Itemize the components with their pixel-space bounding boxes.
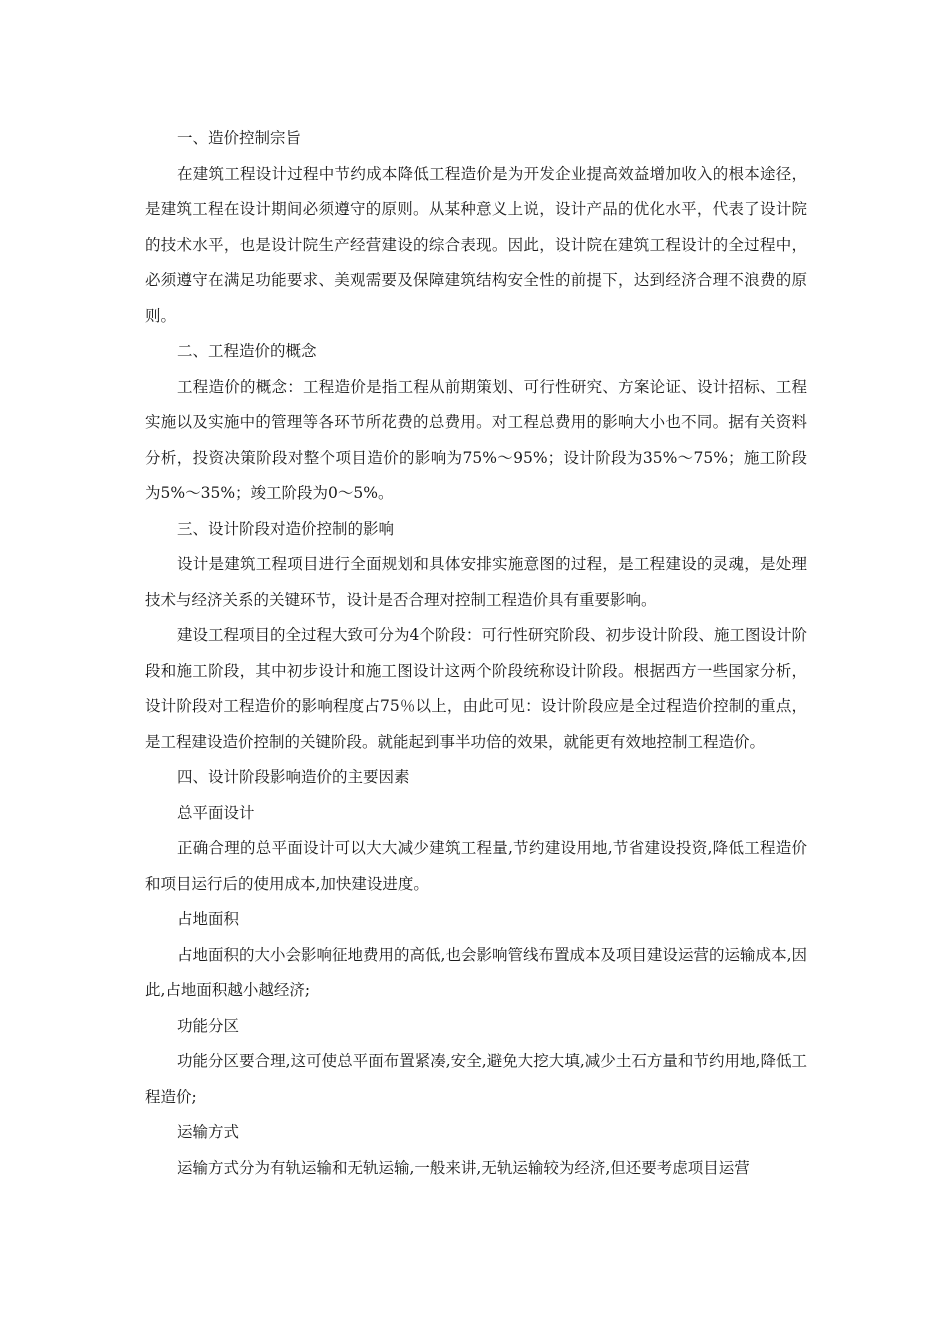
subheading-site-plan: 总平面设计: [177, 803, 255, 822]
paragraph-cost-concept: 工程造价的概念：工程造价是指工程从前期策划、可行性研究、方案论证、设计招标、工程实施以及实施中的管理等各环节所花费的总费用。对工程总费用的影响大小也不同。据有关资料分析，投资决策阶段对整个项目造价的影响为75%～95%；设计阶段为35%～75%；施工阶段为5%～35%；竣工阶段为0～5%。: [145, 377, 807, 502]
document-page: [145, 121, 807, 1186]
paragraph-land-area: 占地面积的大小会影响征地费用的高低,也会影响管线布置成本及项目建设运营的运输成本,因此,占地面积越小越经济;: [145, 945, 807, 999]
subheading-transport-mode: 运输方式: [177, 1123, 240, 1141]
section-heading-2: 二、工程造价的概念: [177, 342, 317, 360]
paragraph-functional-zoning: 功能分区要合理,这可使总平面布置紧凑,安全,避免大挖大填,减少土石方量和节约用地,降低工程造价;: [145, 1052, 807, 1106]
section-heading-4: 四、设计阶段影响造价的主要因素: [177, 768, 410, 786]
section-heading-1: 一、造价控制宗旨: [177, 129, 302, 147]
paragraph-cost-control-purpose: 在建筑工程设计过程中节约成本降低工程造价是为开发企业提高效益增加收入的根本途径，是建筑工程在设计期间必须遵守的原则。从某种意义上说，设计产品的优化水平，代表了设计院的技术水平，也是设计院生产经营建设的综合表现。因此，设计院在建筑工程设计的全过程中，必须遵守在满足功能要求、美观需要及保障建筑结构安全性的前提下，达到经济合理不浪费的原则。: [145, 164, 807, 325]
paragraph-site-plan: 正确合理的总平面设计可以大大减少建筑工程量,节约建设用地,节省建设投资,降低工程造价和项目运行后的使用成本,加快建设进度。: [145, 839, 807, 893]
paragraph-transport-mode: 运输方式分为有轨运输和无轨运输,一般来讲,无轨运输较为经济,但还要考虑项目运营: [177, 1158, 750, 1177]
subheading-land-area: 占地面积: [177, 910, 240, 928]
paragraph-design-influence: 设计是建筑工程项目进行全面规划和具体安排实施意图的过程，是工程建设的灵魂，是处理技术与经济关系的关键环节，设计是否合理对控制工程造价具有重要影响。: [145, 555, 807, 609]
subheading-functional-zoning: 功能分区: [177, 1016, 240, 1035]
section-heading-3: 三、设计阶段对造价控制的影响: [177, 519, 395, 538]
paragraph-project-stages: 建设工程项目的全过程大致可分为4个阶段：可行性研究阶段、初步设计阶段、施工图设计阶段和施工阶段，其中初步设计和施工图设计这两个阶段统称设计阶段。根据西方一些国家分析，设计阶段对工程造价的影响程度占75％以上，由此可见：设计阶段应是全过程造价控制的重点，是工程建设造价控制的关键阶段。就能起到事半功倍的效果，就能更有效地控制工程造价。: [145, 626, 807, 751]
